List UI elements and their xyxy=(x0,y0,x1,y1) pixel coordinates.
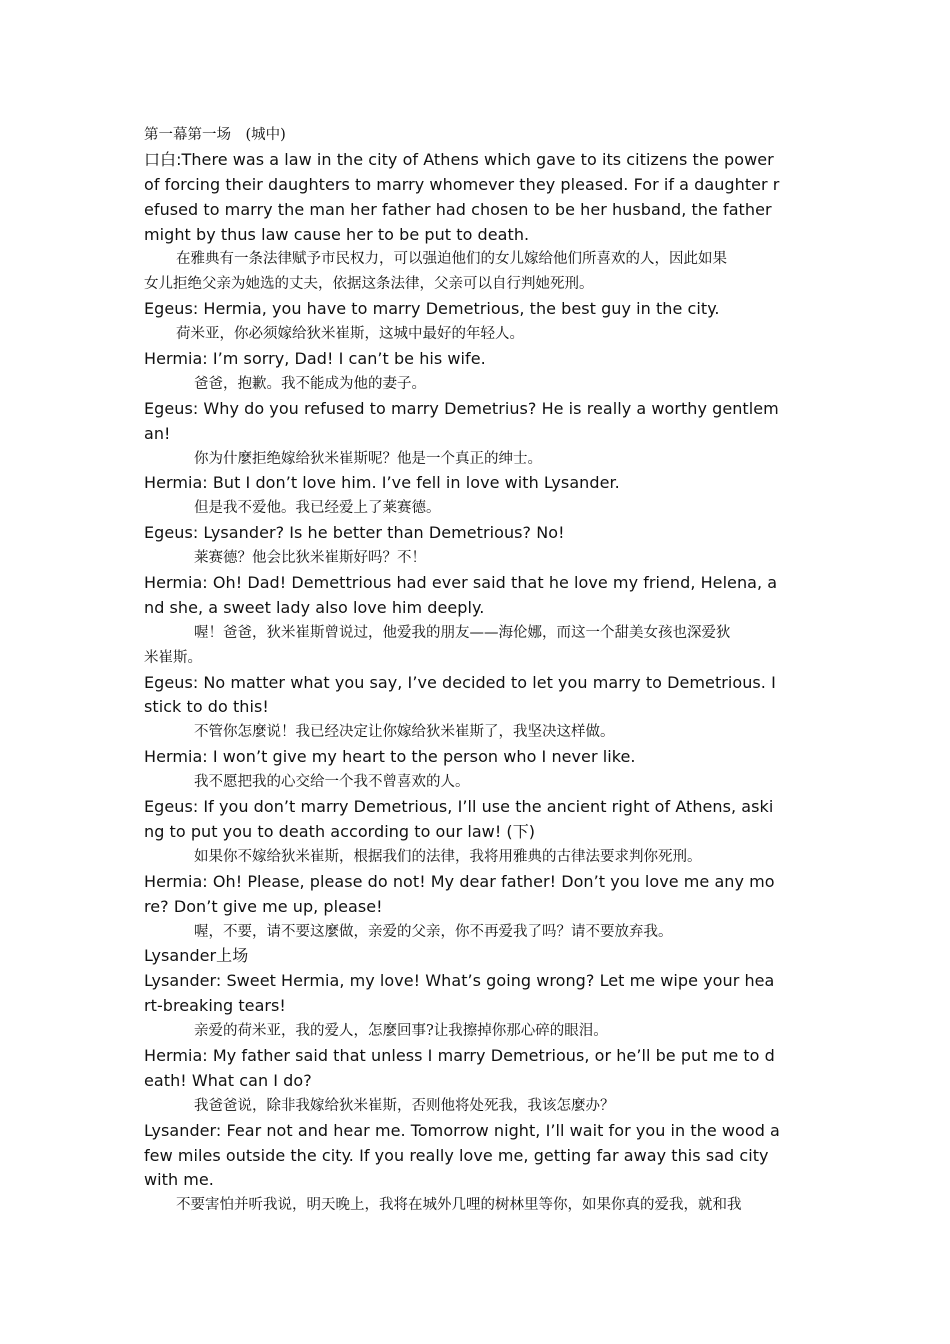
english-text-line: Hermia: I won’t give my heart to the person who I never like. xyxy=(144,747,636,767)
english-text-line: Hermia: But I don’t love him. I’ve fell in love with Lysander. xyxy=(144,473,620,493)
english-text-line: Egeus: No matter what you say, I’ve decided to let you marry to Demetrious. I xyxy=(144,672,776,692)
english-text-line: Lysander: Sweet Hermia, my love! What’s going wrong? Let me wipe your hea xyxy=(144,971,775,991)
chinese-text-line: 荷米亚，你必须嫁给狄米崔斯，这城中最好的年轻人。 xyxy=(176,326,524,343)
chinese-text-line: 亲爱的荷米亚，我的爱人，怎麼回事?让我擦掉你那心碎的眼泪。 xyxy=(194,1023,608,1040)
english-text-line: Egeus: Lysander? Is he better than Demetrious? No! xyxy=(144,523,565,543)
chinese-text-line: 但是我不爱他。我已经爱上了莱赛德。 xyxy=(194,500,441,517)
english-text-line: Lysander上场 xyxy=(144,946,249,966)
english-text-line: Hermia: I’m sorry, Dad! I can’t be his wife. xyxy=(144,349,486,369)
script-text-body xyxy=(144,123,808,1218)
english-text-line: of forcing their daughters to marry whomever they pleased. For if a daughter r xyxy=(144,174,780,194)
chinese-text-line: 如果你不嫁给狄米崔斯，根据我们的法律，我将用雅典的古律法要求判你死刑。 xyxy=(194,848,702,865)
chinese-text-line: 在雅典有一条法律赋予市民权力，可以强迫他们的女儿嫁给他们所喜欢的人，因此如果 xyxy=(176,251,727,268)
english-text-line: 口白:There was a law in the city of Athens which gave to its citizens the power xyxy=(144,149,774,169)
english-text-line: efused to marry the man her father had chosen to be her husband, the father xyxy=(144,199,772,219)
chinese-text-line: 我不愿把我的心交给一个我不曾喜欢的人。 xyxy=(194,774,470,791)
chinese-text-line: 不管你怎麼说！我已经决定让你嫁给狄米崔斯了，我坚决这样做。 xyxy=(194,724,615,741)
english-text-line: Hermia: Oh! Please, please do not! My dear father! Don’t you love me any mo xyxy=(144,871,775,891)
english-text-line: Egeus: Why do you refused to marry Demetrius? He is really a worthy gentlem xyxy=(144,398,779,418)
english-text-line: might by thus law cause her to be put to death. xyxy=(144,224,530,244)
english-text-line: Hermia: My father said that unless I marry Demetrious, or he’ll be put me to d xyxy=(144,1045,775,1065)
chinese-text-line: 我爸爸说，除非我嫁给狄米崔斯，否则他将处死我，我该怎麼办？ xyxy=(194,1097,615,1114)
chinese-text-line: 喔，不要，请不要这麼做，亲爱的父亲，你不再爱我了吗？请不要放弃我。 xyxy=(194,923,673,940)
english-text-line: Egeus: If you don’t marry Demetrious, I’ll use the ancient right of Athens, aski xyxy=(144,797,774,817)
english-text-line: Egeus: Hermia, you have to marry Demetrious, the best guy in the city. xyxy=(144,299,720,319)
chinese-text-line: 喔！爸爸，狄米崔斯曾说过，他爱我的朋友——海伦娜，而这一个甜美女孩也深爱狄 xyxy=(194,624,731,641)
english-text-line: nd she, a sweet lady also love him deeply. xyxy=(144,597,485,617)
english-text-line: stick to do this! xyxy=(144,697,269,717)
english-text-line: an! xyxy=(144,423,171,443)
chinese-text-line: 第一幕第一场 (城中) xyxy=(144,127,286,143)
english-text-line: few miles outside the city. If you really love me, getting far away this sad city xyxy=(144,1145,769,1165)
chinese-text-line: 女儿拒绝父亲为她选的丈夫，依据这条法律，父亲可以自行判她死刑。 xyxy=(144,276,594,293)
english-text-line: rt-breaking tears! xyxy=(144,996,286,1016)
chinese-text-line: 不要害怕并听我说，明天晚上，我将在城外几哩的树林里等你，如果你真的爱我，就和我 xyxy=(176,1197,742,1214)
english-text-line: with me. xyxy=(144,1170,214,1190)
english-text-line: eath! What can I do? xyxy=(144,1070,312,1090)
english-text-line: ng to put you to death according to our law! (下) xyxy=(144,821,536,841)
chinese-text-line: 你为什麼拒绝嫁给狄米崔斯呢？他是一个真正的绅士。 xyxy=(194,450,542,467)
chinese-text-line: 爸爸，抱歉。我不能成为他的妻子。 xyxy=(194,375,426,392)
chinese-text-line: 莱赛德？他会比狄米崔斯好吗？不！ xyxy=(194,550,426,567)
english-text-line: Lysander: Fear not and hear me. Tomorrow night, I’ll wait for you in the wood a xyxy=(144,1120,780,1140)
english-text-line: re? Don’t give me up, please! xyxy=(144,896,383,916)
english-text-line: Hermia: Oh! Dad! Demettrious had ever said that he love my friend, Helena, a xyxy=(144,573,778,593)
chinese-text-line: 米崔斯。 xyxy=(144,649,202,666)
